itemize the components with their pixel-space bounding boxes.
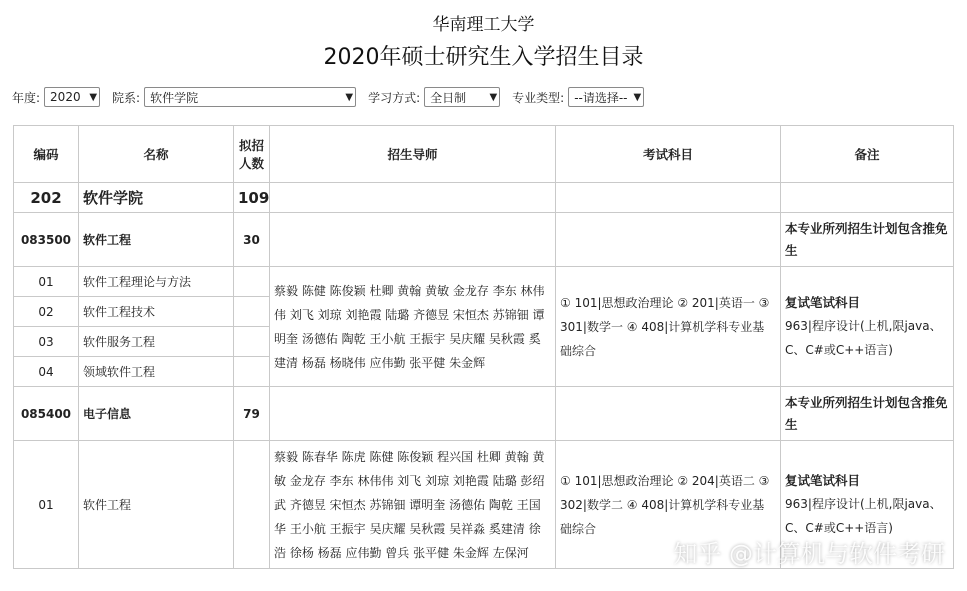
header-advisors: 招生导师 [270, 126, 556, 183]
major-quota: 30 [234, 213, 270, 267]
chevron-down-icon: ▼ [89, 91, 98, 103]
filter-bar [12, 86, 656, 108]
direction-code: 04 [14, 357, 79, 387]
dept-select[interactable] [144, 87, 356, 107]
retest-detail: 963|程序设计(上机,限java、C、C#或C++语言) [785, 496, 942, 535]
direction-row [14, 267, 954, 297]
direction-code: 01 [14, 267, 79, 297]
header-name: 名称 [79, 126, 234, 183]
major-code: 083500 [14, 213, 79, 267]
major-quota: 79 [234, 387, 270, 441]
header-quota [234, 126, 270, 183]
advisors-cell: 蔡毅 陈春华 陈虎 陈健 陈俊颖 程兴国 杜卿 黄翰 黄敏 金龙存 李东 林伟伟 刘飞 刘琼 刘艳霞 陆璐 彭绍武 齐德昱 宋恒杰 苏锦钿 谭明奎 汤德佑 陶乾 王国华 王小航 王振宇 吴庆耀 吴秋霞 吴祥淼 奚建清 徐浩 徐杨 杨磊 应伟勤 曾兵 张平健 朱金辉 左保河 [270, 441, 556, 569]
direction-name: 软件工程技术 [79, 297, 234, 327]
dept-code: 202 [14, 183, 79, 213]
major-name: 电子信息 [79, 387, 234, 441]
chevron-down-icon: ▼ [489, 91, 498, 103]
catalog-table [13, 125, 954, 569]
retest-detail: 963|程序设计(上机,限java、C、C#或C++语言) [785, 318, 942, 357]
type-select[interactable] [568, 87, 644, 107]
direction-name: 软件服务工程 [79, 327, 234, 357]
direction-code: 02 [14, 297, 79, 327]
major-code: 085400 [14, 387, 79, 441]
advisors-cell: 蔡毅 陈健 陈俊颖 杜卿 黄翰 黄敏 金龙存 李东 林伟伟 刘飞 刘琼 刘艳霞 陆璐 齐德昱 宋恒杰 苏锦钿 谭明奎 汤德佑 陶乾 王小航 王振宇 吴庆耀 吴秋霞 奚建清 杨磊 杨晓伟 应伟勤 张平健 朱金辉 [270, 267, 556, 387]
university-name: 华南理工大学 [432, 15, 535, 35]
header-notes: 备注 [781, 126, 954, 183]
dept-select-value: 软件学院 [150, 90, 199, 105]
chevron-down-icon: ▼ [633, 91, 642, 103]
major-name: 软件工程 [79, 213, 234, 267]
year-select[interactable] [44, 87, 100, 107]
mode-select[interactable] [424, 87, 500, 107]
direction-name: 软件工程 [79, 441, 234, 569]
subjects-cell: ① 101|思想政治理论 ② 204|英语二 ③ 302|数学二 ④ 408|计算机学科专业基础综合 [556, 441, 781, 569]
direction-code: 03 [14, 327, 79, 357]
year-select-value: 2020 [50, 90, 81, 104]
header-row [14, 126, 954, 183]
direction-name: 软件工程理论与方法 [79, 267, 234, 297]
major-note: 本专业所列招生计划包含推免生 [781, 213, 954, 267]
major-note: 本专业所列招生计划包含推免生 [781, 387, 954, 441]
major-row [14, 387, 954, 441]
mode-label: 学习方式: [368, 90, 421, 105]
subjects-cell: ① 101|思想政治理论 ② 201|英语一 ③ 301|数学一 ④ 408|计算机学科专业基础综合 [556, 267, 781, 387]
header-code: 编码 [14, 126, 79, 183]
direction-code: 01 [14, 441, 79, 569]
chevron-down-icon: ▼ [345, 91, 354, 103]
retest-title: 复试笔试科目 [785, 294, 861, 310]
direction-name: 领域软件工程 [79, 357, 234, 387]
retest-cell [781, 267, 954, 387]
header-quota-line2: 人数 [238, 156, 264, 171]
header-subjects: 考试科目 [556, 126, 781, 183]
dept-name: 软件学院 [79, 183, 234, 213]
type-label: 专业类型: [512, 90, 565, 105]
retest-title: 复试笔试科目 [785, 472, 861, 488]
mode-select-value: 全日制 [430, 90, 467, 105]
major-row [14, 213, 954, 267]
page-title: 2020年硕士研究生入学招生目录 [323, 45, 644, 70]
dept-row [14, 183, 954, 213]
type-select-value: --请选择-- [574, 90, 628, 105]
dept-label: 院系: [112, 90, 141, 105]
watermark: 知乎 @计算机与软件考研 [673, 540, 945, 568]
year-label: 年度: [12, 90, 41, 105]
header-quota-line1: 拟招 [238, 138, 264, 153]
dept-quota: 109 [234, 183, 270, 213]
